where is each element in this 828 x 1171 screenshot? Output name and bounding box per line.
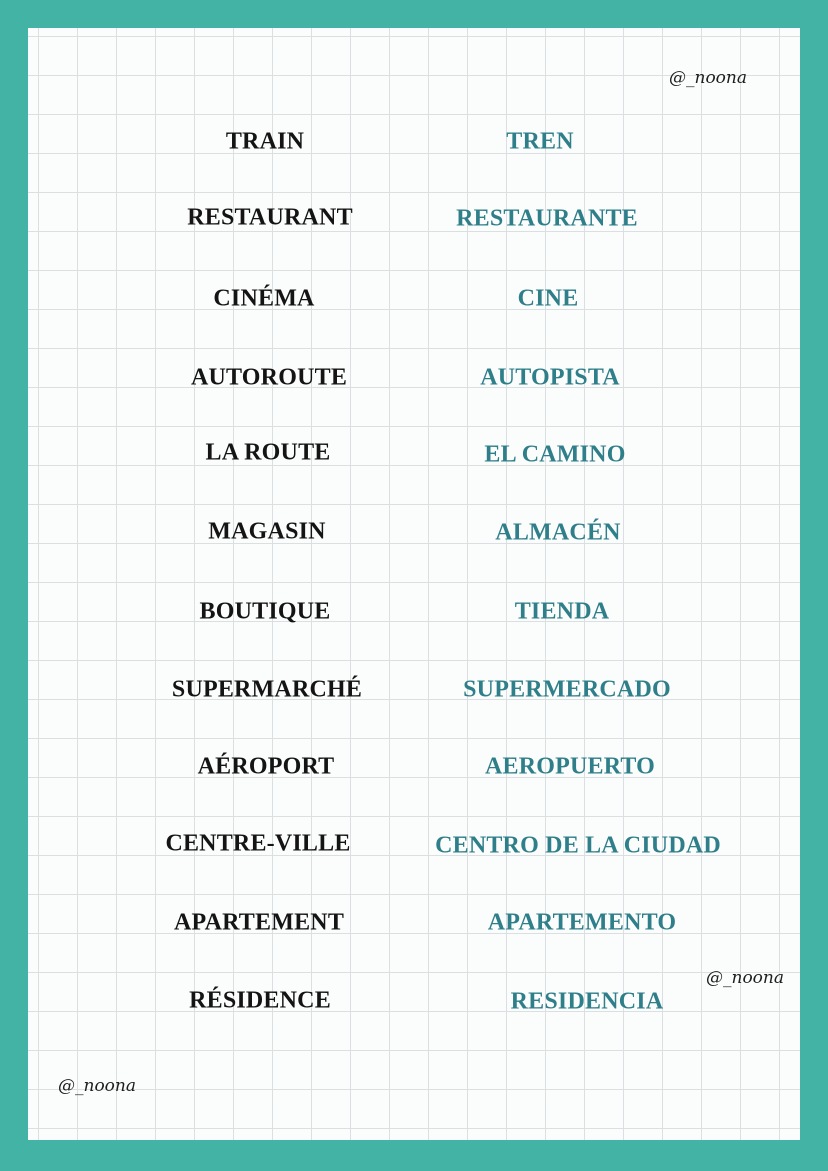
french-word: BOUTIQUE [199,598,331,625]
spanish-word: TREN [506,128,574,155]
spanish-word: CENTRO DE LA CIUDAD [435,832,721,859]
watermark-bottom-left: @_noona [58,1076,137,1096]
spanish-word: ALMACÉN [495,519,621,546]
spanish-word: CINE [517,285,579,312]
vocabulary-sheet [28,28,800,1140]
french-word: RÉSIDENCE [189,987,331,1014]
french-word: APARTEMENT [173,909,345,936]
spanish-word: AEROPUERTO [484,753,656,780]
french-word: RESTAURANT [187,204,353,231]
french-word: LA ROUTE [205,439,331,466]
french-word: MAGASIN [208,518,326,545]
spanish-word: SUPERMERCADO [463,676,671,703]
french-word: AUTOROUTE [190,364,348,391]
spanish-word: TIENDA [514,598,610,625]
spanish-word: EL CAMINO [484,441,626,468]
spanish-word: RESIDENCIA [510,988,664,1015]
spanish-word: APARTEMENTO [487,909,677,936]
french-word: TRAIN [225,128,305,155]
french-word: AÉROPORT [197,753,335,780]
french-word: CINÉMA [213,285,315,312]
watermark-mid-right: @_noona [706,968,785,988]
french-word: SUPERMARCHÉ [171,676,363,703]
watermark-top-right: @_noona [669,68,748,88]
spanish-word: AUTOPISTA [480,364,620,391]
spanish-word: RESTAURANTE [456,205,638,232]
french-word: CENTRE-VILLE [165,830,351,857]
